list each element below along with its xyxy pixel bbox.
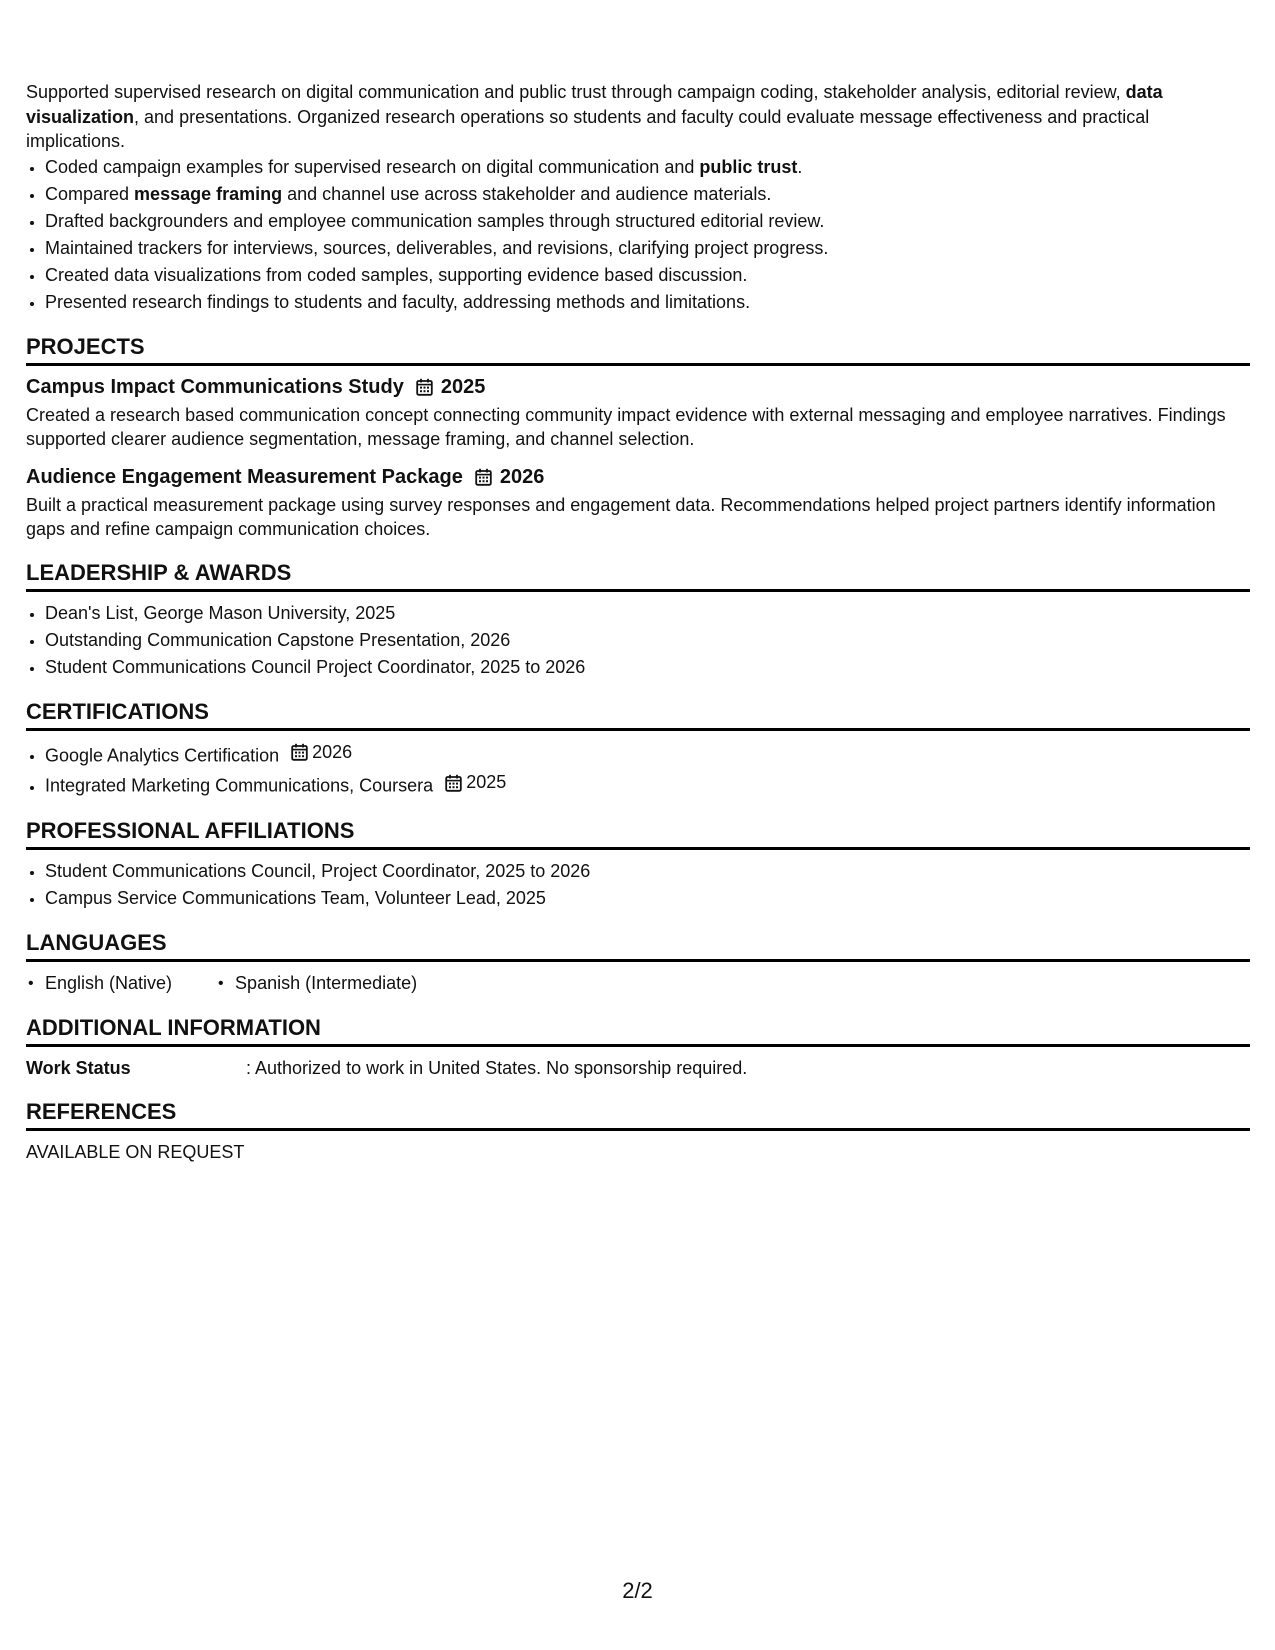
experience-summary [26,80,1250,154]
project-name: Campus Impact Communications Study [26,375,404,398]
summary-text: , and presentations. Organized research operations so students and faculty could evaluate message effectiveness and practical implications. [26,106,1150,151]
list-item: • Drafted backgrounders and employee communication samples through structured editorial review. [45,208,1250,235]
project-item [26,374,1250,452]
affiliations-list [26,858,1250,912]
section-title-leadership: LEADERSHIP & AWARDS [26,560,1250,592]
section-title-languages: LANGUAGES [26,930,1250,962]
leadership-list [26,600,1250,681]
calendar-icon [416,378,433,396]
project-description: Created a research based communication concept connecting community impact evidence with external messaging and employee narratives. Findings supported clearer audience segmentation, message framing, and channel selection. [26,404,1226,449]
summary-text: Supported supervised research on digital communication and public trust through campaign coding, stakeholder analysis, editorial review, [26,82,1126,102]
work-status-label: Work Status [26,1057,131,1078]
list-item: • Spanish (Intermediate) [216,970,417,997]
certifications-list [26,739,1250,800]
languages-list [26,970,1250,997]
list-item: • Dean's List, George Mason University, 2025 [45,600,1250,627]
list-item: • English (Native) [26,970,172,997]
list-item: • Student Communications Council Project Coordinator, 2025 to 2026 [45,654,1250,681]
references-text: AVAILABLE ON REQUEST [26,1141,245,1162]
list-item: • Coded campaign examples for supervised research on digital communication and public trust. [45,154,1250,181]
project-year: 2026 [499,465,545,488]
cert-name: Integrated Marketing Communications, Coursera [45,775,434,796]
summary-bold: data visualization [26,82,1163,127]
section-title-certifications: CERTIFICATIONS [26,699,1250,731]
list-item: • Presented research findings to students and faculty, addressing methods and limitations. [45,289,1250,316]
section-title-projects: PROJECTS [26,334,1250,366]
list-item: • Created data visualizations from coded samples, supporting evidence based discussion. [45,262,1250,289]
project-description: Built a practical measurement package using survey responses and engagement data. Recommendations helped project partners identify information gaps and refine campaign communication choices. [26,494,1216,539]
cert-year: 2026 [312,741,353,762]
section-title-references: REFERENCES [26,1099,1250,1131]
page-number: 2/2 [622,1578,653,1603]
experience-bullets [26,154,1250,316]
work-status-row [26,1055,1250,1081]
cert-name: Google Analytics Certification [45,745,280,765]
project-year: 2025 [440,375,486,398]
section-title-affiliations: PROFESSIONAL AFFILIATIONS [26,818,1250,850]
list-item [45,769,1250,800]
list-item: • Campus Service Communications Team, Volunteer Lead, 2025 [45,885,1250,912]
calendar-icon [475,468,492,486]
list-item: • Maintained trackers for interviews, sources, deliverables, and revisions, clarifying project progress. [45,235,1250,262]
list-item: • Outstanding Communication Capstone Presentation, 2026 [45,627,1250,654]
list-item [45,739,1250,770]
section-title-additional: ADDITIONAL INFORMATION [26,1015,1250,1047]
cert-year: 2025 [466,772,507,792]
project-item [26,464,1250,542]
calendar-icon [445,774,462,792]
resume-page [26,80,1250,1165]
calendar-icon [291,743,308,761]
work-status-value: : Authorized to work in United States. No sponsorship required. [246,1057,748,1078]
list-item: • Student Communications Council, Project Coordinator, 2025 to 2026 [45,858,1250,885]
list-item: • Compared message framing and channel use across stakeholder and audience materials. [45,181,1250,208]
project-name: Audience Engagement Measurement Package [26,465,463,488]
